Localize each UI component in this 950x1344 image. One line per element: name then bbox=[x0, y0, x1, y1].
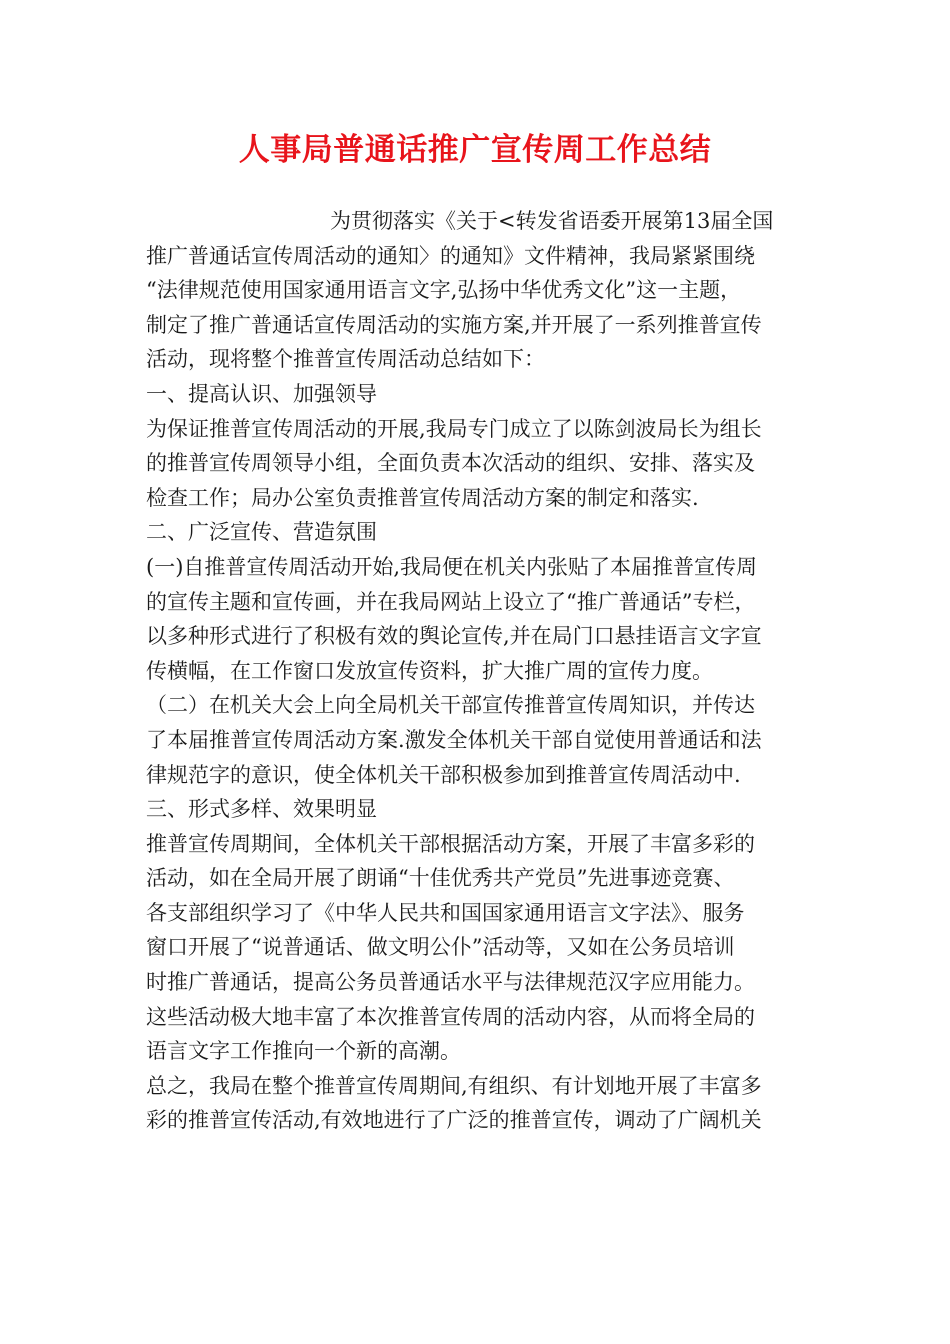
document-title: 人事局普通话推广宣传周工作总结 bbox=[238, 132, 712, 168]
paragraph-line: 语言文字工作推向一个新的高潮。 bbox=[146, 1039, 461, 1064]
paragraph-line: 活动，如在全局开展了朗诵“十佳优秀共产党员”先进事迹竞赛、 bbox=[146, 866, 735, 891]
paragraph-line: 彩的推普宣传活动,有效地进行了广泛的推普宣传，调动了广阔机关 bbox=[146, 1108, 762, 1133]
paragraph-line: 推广普通话宣传周活动的通知〉的通知》文件精神，我局紧紧围绕 bbox=[146, 243, 755, 268]
paragraph-line: 传横幅，在工作窗口发放宣传资料，扩大推广周的宣传力度。 bbox=[146, 658, 713, 683]
paragraph-line: 制定了推广普通话宣传周活动的实施方案,并开展了一系列推普宣传 bbox=[146, 312, 762, 337]
section-heading: 一、提高认识、加强领导 bbox=[146, 381, 377, 406]
section-heading: 三、形式多样、效果明显 bbox=[146, 797, 377, 822]
paragraph-line: 为保证推普宣传周活动的开展,我局专门成立了以陈剑波局长为组长 bbox=[146, 416, 762, 441]
document-body bbox=[146, 204, 806, 1138]
paragraph-line: 窗口开展了“说普通话、做文明公仆”活动等，又如在公务员培训 bbox=[146, 935, 735, 960]
paragraph-line: 律规范字的意识，使全体机关干部积极参加到推普宣传周活动中. bbox=[146, 762, 741, 787]
paragraph-line: 活动，现将整个推普宣传周活动总结如下： bbox=[146, 347, 545, 372]
paragraph-line: 的推普宣传周领导小组，全面负责本次活动的组织、安排、落实及 bbox=[146, 451, 755, 476]
paragraph-line: 为贯彻落实《关于<转发省语委开展第13届全国 bbox=[330, 209, 774, 233]
section-heading: 二、广泛宣传、营造氛围 bbox=[146, 520, 377, 545]
paragraph-line: 总之，我局在整个推普宣传周期间,有组织、有计划地开展了丰富多 bbox=[146, 1073, 762, 1098]
paragraph-line: “法律规范使用国家通用语言文字,弘扬中华优秀文化”这一主题， bbox=[146, 278, 742, 303]
paragraph-line: 以多种形式进行了积极有效的舆论宣传,并在局门口悬挂语言文字宣 bbox=[146, 624, 762, 649]
paragraph-line: (一)自推普宣传周活动开始,我局便在机关内张贴了本届推普宣传周 bbox=[146, 554, 758, 579]
paragraph-line: 了本届推普宣传周活动方案.激发全体机关干部自觉使用普通话和法 bbox=[146, 727, 762, 752]
paragraph-line: 各支部组织学习了《中华人民共和国国家通用语言文字法》、服务 bbox=[146, 900, 745, 925]
paragraph-line: 这些活动极大地丰富了本次推普宣传周的活动内容，从而将全局的 bbox=[146, 1004, 755, 1029]
paragraph-line: 时推广普通话，提高公务员普通话水平与法律规范汉字应用能力。 bbox=[146, 970, 755, 995]
paragraph-line: 检查工作；局办公室负责推普宣传周活动方案的制定和落实. bbox=[146, 485, 699, 510]
paragraph-line: 的宣传主题和宣传画，并在我局网站上设立了“推广普通话”专栏， bbox=[146, 589, 756, 614]
paragraph-line: 推普宣传周期间，全体机关干部根据活动方案，开展了丰富多彩的 bbox=[146, 831, 755, 856]
paragraph-line: （二）在机关大会上向全局机关干部宣传推普宣传周知识，并传达 bbox=[146, 693, 755, 718]
